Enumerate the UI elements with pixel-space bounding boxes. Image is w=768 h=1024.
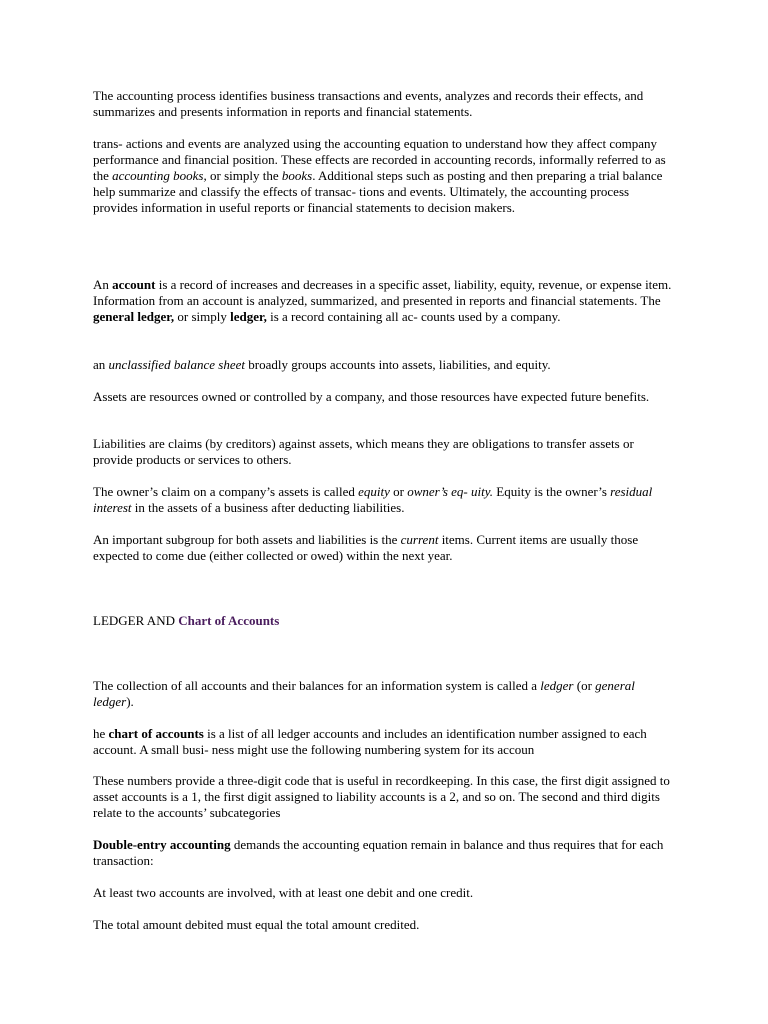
text: items. Current items are usually those expected to come due (either collected or owed) within the next year. xyxy=(93,532,639,563)
text: Equity is the owner’s xyxy=(493,484,611,499)
paragraph-chart-of-accounts xyxy=(93,726,673,758)
section-heading xyxy=(93,613,673,629)
term-account: account xyxy=(112,277,156,292)
text: An xyxy=(93,277,113,292)
term-books: books xyxy=(281,168,313,183)
paragraph-numbering xyxy=(93,773,673,821)
heading-accent: Chart of Accounts xyxy=(178,613,280,628)
text: trans- actions and events are analyzed using the accounting equation to understand how they affect company performance and financial position. These effects are recorded in accounting records, informally referred to as the xyxy=(93,136,666,183)
text: demands the accounting equation remain in balance and thus requires that for each transaction: xyxy=(93,837,664,868)
text: an xyxy=(93,357,109,372)
text: The accounting process identifies business transactions and events, analyzes and records their effects, and summarizes and presents information in reports and financial statements. xyxy=(93,88,644,119)
term-unclassified-balance-sheet: unclassified balance sheet xyxy=(108,357,245,372)
text: ). xyxy=(126,694,134,709)
text: . Additional steps such as posting and then preparing a trial balance help summarize and classify the effects of transac- tions and events. Ultimately, the accounting process provides information in useful reports or financial statements to decision makers. xyxy=(93,168,663,215)
paragraph-transactions xyxy=(93,136,673,216)
text: is a record of increases and decreases in a specific asset, liability, equity, revenue, or expense item. Information from an account is analyzed, summarized, and presented in reports and financial statements. The xyxy=(93,277,672,308)
term-double-entry-accounting: Double-entry accounting xyxy=(93,837,231,852)
paragraph-accounting-process xyxy=(93,88,673,120)
text: he xyxy=(93,726,109,741)
paragraph-total-debited xyxy=(93,917,673,933)
term-current: current xyxy=(400,532,439,547)
text: broadly groups accounts into assets, liabilities, and equity. xyxy=(245,357,551,372)
text: An important subgroup for both assets and liabilities is the xyxy=(93,532,401,547)
paragraph-ledger-collection xyxy=(93,678,673,710)
paragraph-two-accounts xyxy=(93,885,673,901)
paragraph-double-entry xyxy=(93,837,673,869)
term-ledger: ledger xyxy=(540,678,574,693)
text: Assets are resources owned or controlled by a company, and those resources have expected future benefits. xyxy=(93,389,650,404)
paragraph-liabilities xyxy=(93,436,673,468)
text: (or xyxy=(573,678,596,693)
text: At least two accounts are involved, with at least one debit and one credit. xyxy=(93,885,474,900)
term-chart-of-accounts: chart of accounts xyxy=(108,726,204,741)
paragraph-current-items xyxy=(93,532,673,564)
heading-prefix: LEDGER AND xyxy=(93,613,179,628)
paragraph-equity xyxy=(93,484,673,516)
term-general-ledger: general ledger xyxy=(93,678,635,709)
term-owners-equity: owner’s eq- uity. xyxy=(407,484,494,499)
paragraph-unclassified-balance-sheet xyxy=(93,357,673,373)
text: in the assets of a business after deducting liabilities. xyxy=(131,500,405,515)
term-equity: equity xyxy=(358,484,390,499)
term-residual-interest: residual interest xyxy=(93,484,653,515)
paragraph-account-definition xyxy=(93,277,673,325)
text: The total amount debited must equal the total amount credited. xyxy=(93,917,420,932)
text: Liabilities are claims (by creditors) against assets, which means they are obligations to transfer assets or provide products or services to others. xyxy=(93,436,634,467)
text: is a record containing all ac- counts used by a company. xyxy=(266,309,561,324)
term-accounting-books: accounting books, xyxy=(112,168,207,183)
text: These numbers provide a three-digit code that is useful in recordkeeping. In this case, the first digit assigned to asset accounts is a 1, the first digit assigned to liability accounts is a 2, and so on. The second and third digits relate to the accounts’ subcategories xyxy=(93,773,670,820)
text: is a list of all ledger accounts and includes an identification number assigned to each account. A small busi- ness might use the following numbering system for its accoun xyxy=(93,726,647,757)
term-ledger: ledger, xyxy=(230,309,267,324)
text: or simply xyxy=(174,309,231,324)
text: The owner’s claim on a company’s assets is called xyxy=(93,484,359,499)
term-general-ledger: general ledger, xyxy=(93,309,175,324)
paragraph-assets xyxy=(93,389,673,405)
text: or xyxy=(389,484,408,499)
text: or simply the xyxy=(206,168,282,183)
text: The collection of all accounts and their balances for an information system is called a xyxy=(93,678,541,693)
